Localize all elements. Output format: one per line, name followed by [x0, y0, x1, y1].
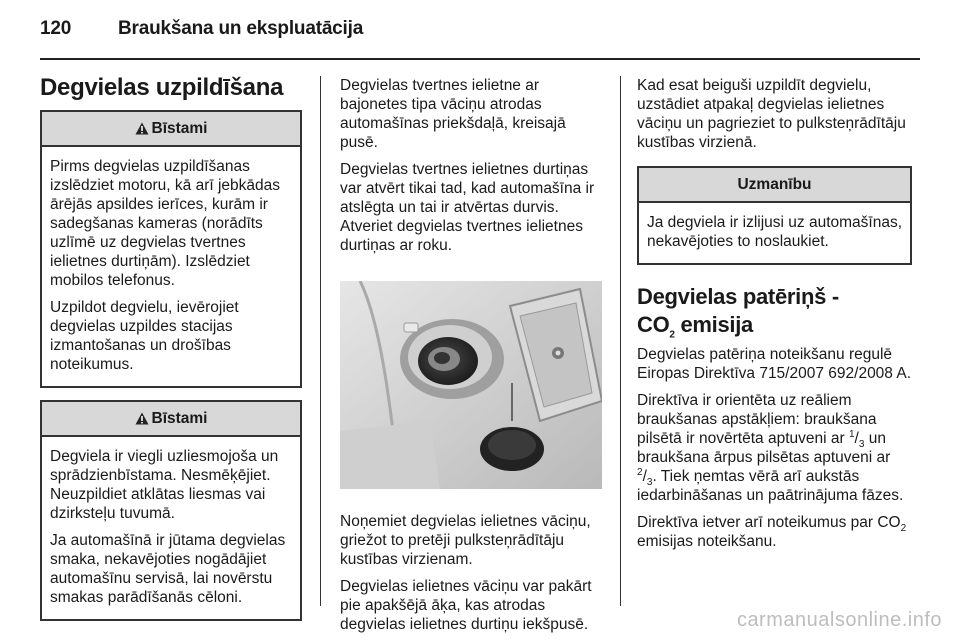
watermark: carmanualsonline.info: [736, 609, 942, 631]
notice-box-header: [639, 168, 910, 203]
warning-box-1-header: [42, 112, 300, 147]
notice-box: [637, 166, 912, 265]
column-1: [40, 74, 302, 631]
section-title-consumption: Degvielas patēriņš - $CO_2$ emisija: [637, 284, 839, 341]
warning-box-2: [40, 400, 302, 621]
header-rule: [40, 58, 920, 60]
page-number: 120: [40, 18, 72, 39]
page-header: [40, 18, 363, 40]
warning-triangle-icon: [135, 412, 149, 425]
column-divider-2: [620, 76, 621, 606]
warning-box-2-header: [42, 402, 300, 437]
chapter-title: Braukšana un ekspluatācija: [118, 18, 364, 39]
warning-triangle-icon: [135, 122, 149, 135]
notice-text: Ja degviela ir izlijusi uz automašīnas, nekavējoties to noslaukiet.: [647, 214, 903, 250]
column-3: [637, 76, 912, 559]
hang-cap-paragraph: Degvielas ielietnes vāciņu var pakārt pie apakšējā āķa, kas atrodas degvielas ielietnes durtiņu iekšpusē.: [340, 578, 592, 633]
warning-box-1-label: Bīstami: [151, 120, 208, 137]
notice-box-label: Uzmanību: [737, 176, 812, 193]
remove-cap-paragraph: Noņemiet degvielas ielietnes vāciņu, griežot to pretēji pulksteņrādītāju kustības virzienam.: [340, 513, 591, 568]
warning-1-paragraph-2: Uzpildot degvielu, ievērojiet degvielas uzpildes stacijas izmantošanas un drošības noteikumus.: [50, 299, 239, 373]
column-divider-1: [320, 76, 321, 606]
filler-door-paragraph: Degvielas tvertnes ielietnes durtiņas var atvērt tikai tad, kad automašīna ir atslēgta un tai ir atvērtas durvis. Atveriet degvielas tvertnes ielietnes durtiņas ar roku.: [340, 161, 595, 254]
warning-2-paragraph-1: Degviela ir viegli uzliesmojoša un sprādzienbīstama. Nesmēķējiet. Neuzpildiet atklātas liesmas vai dzirksteļu tuvumā.: [50, 448, 279, 522]
finish-refueling-paragraph: Kad esat beiguši uzpildīt degvielu, uzstādiet atpakaļ degvielas ielietnes vāciņu un pagrieziet to pulksteņrādītāju kustības virzienā.: [637, 77, 906, 151]
section-title-refueling: Degvielas uzpildīšana: [40, 74, 284, 101]
column-2: [340, 76, 602, 642]
fuel-filler-photo: [340, 281, 602, 489]
warning-box-1: [40, 110, 302, 388]
warning-box-2-label: Bīstami: [151, 410, 208, 427]
co2-paragraph: Direktīva ietver arī noteikumus par $CO_2$ emisijas noteikšanu.: [637, 514, 907, 550]
conditions-paragraph: Direktīva ir orientēta uz reāliem braukšanas apstākļiem: braukšana pilsētā ir novērtēta aptuveni ar $^1/_3$ un braukšana ārpus pilsētas aptuveni ar $^2/_3$. Tiek ņemtas vērā arī aukstās iedarbināšanas un paātrinājuma fāzes.: [637, 392, 904, 504]
directive-paragraph: Degvielas patēriņa noteikšanu regulē Eiropas Direktīva 715/2007 692/2008 A.: [637, 346, 912, 382]
warning-1-paragraph-1: Pirms degvielas uzpildīšanas izslēdziet motoru, kā arī jebkādas ārējās apsildes ierīces, kurām ir sadegšanas kameras (norādīts uzlīmē uz degvielas tvertnes ielietnes durtiņām). Izslēdziet mobilos telefonus.: [50, 158, 281, 289]
warning-2-paragraph-2: Ja automašīnā ir jūtama degvielas smaka, nekavējoties nogādājiet automašīnu servisā, lai novērstu smakas parādīšanās cēloni.: [50, 532, 286, 606]
filler-location-paragraph: Degvielas tvertnes ielietne ar bajonetes tipa vāciņu atrodas automašīnas priekšdaļā, kreisajā pusē.: [340, 77, 566, 151]
